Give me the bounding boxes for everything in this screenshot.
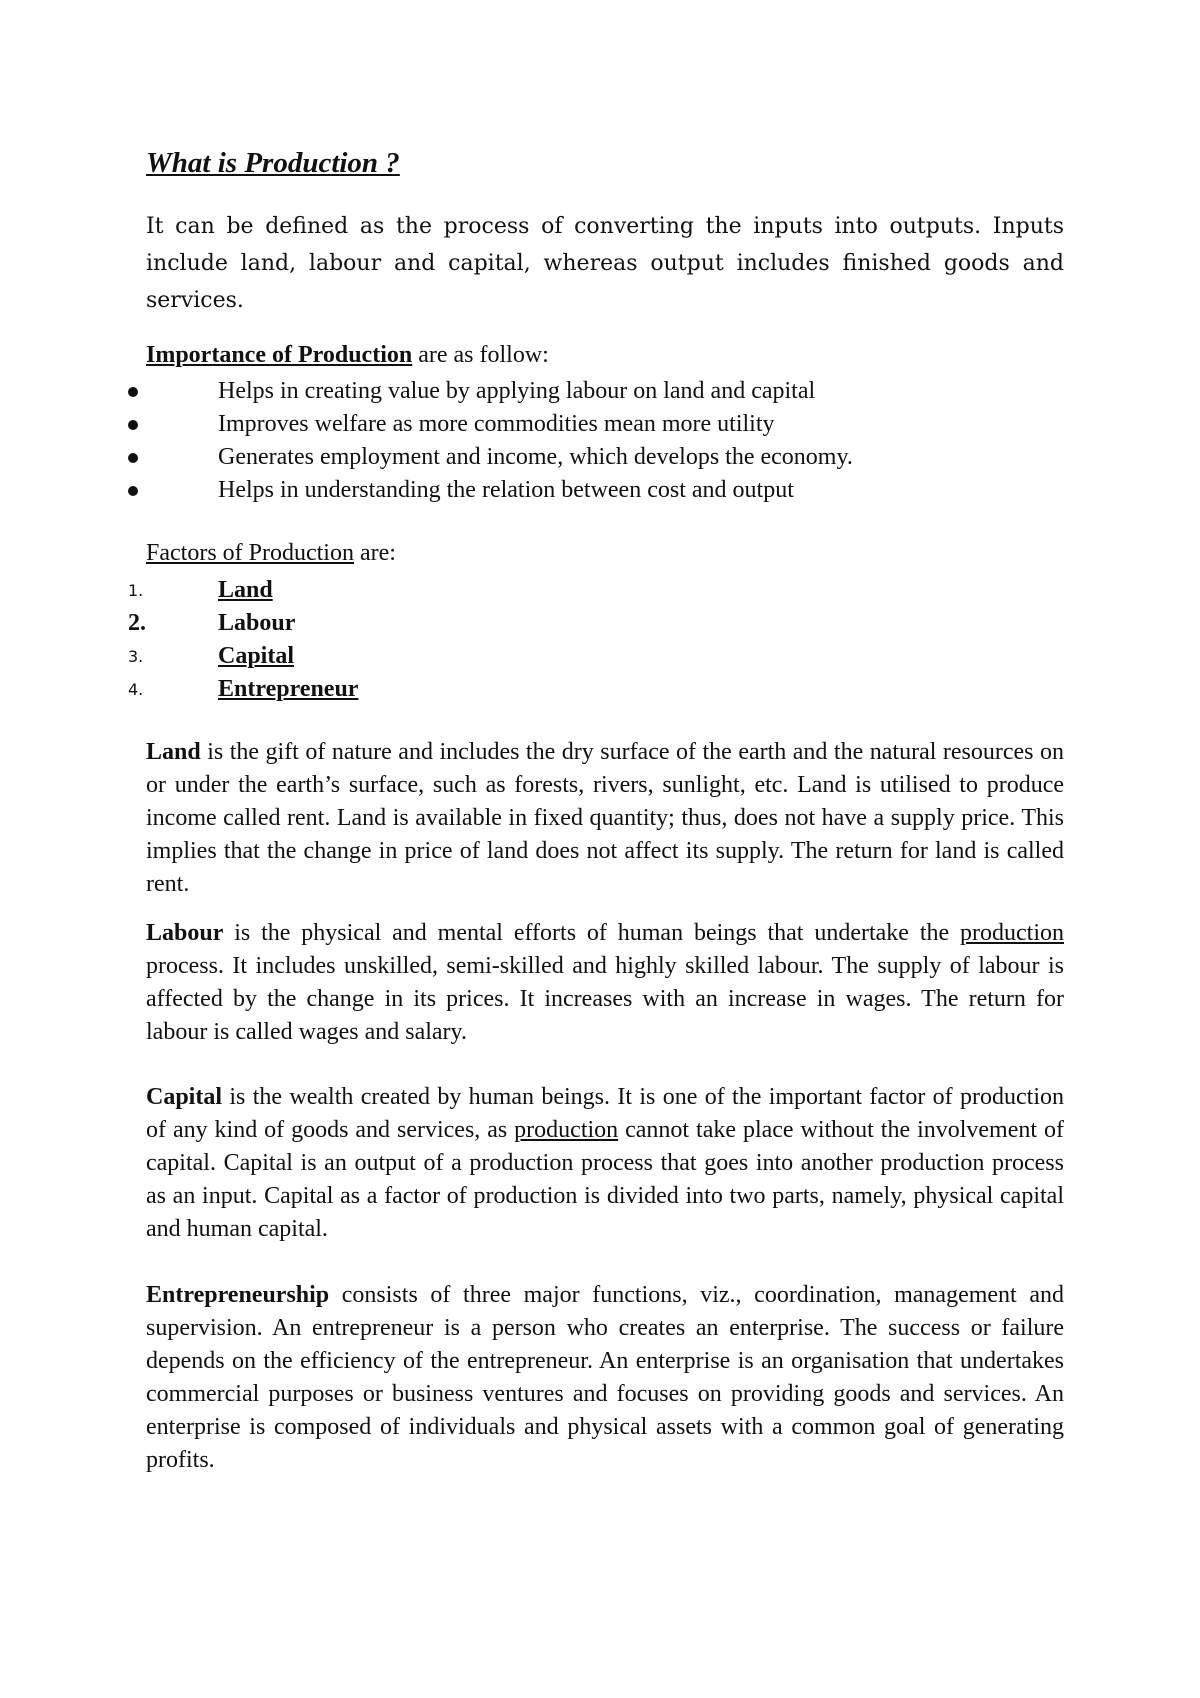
bullet-icon <box>128 420 138 430</box>
list-item <box>128 474 853 507</box>
list-item <box>128 574 358 607</box>
land-text: is the gift of nature and includes the dry surface of the earth and the natural resources on or under the earth’s surface, such as forests, rivers, sunlight, etc. Land is utilised to produce income called rent. Land is available in fixed quantity; thus, does not have a supply price. This implies that the change in price of land does not affect its supply. The return for land is called rent. <box>146 739 1064 897</box>
list-item <box>128 640 358 673</box>
list-item <box>128 673 358 706</box>
entrepreneurship-text: consists of three major functions, viz., coordination, management and supervision. An entrepreneur is a person who creates an enterprise. The success or failure depends on the efficiency of the entrepreneur. An enterprise is an organisation that undertakes commercial purposes or business ventures and focuses on providing goods and services. An enterprise is composed of individuals and physical assets with a common goal of generating profits. <box>146 1282 1064 1473</box>
list-item <box>128 441 853 474</box>
intro-paragraph: It can be defined as the process of converting the inputs into outputs. Inputs include land, labour and capital, whereas output includes finished goods and services. <box>146 214 1064 313</box>
factors-list <box>128 574 358 706</box>
list-item-text: Helps in creating value by applying labour on land and capital <box>218 378 816 404</box>
factors-heading-suffix: are: <box>353 540 396 566</box>
factor-entrepreneur-label: Entrepreneur <box>218 676 359 702</box>
bullet-icon <box>128 387 138 397</box>
importance-heading-suffix: are as follow: <box>412 342 549 368</box>
production-link[interactable]: production <box>960 920 1064 946</box>
importance-heading <box>146 342 549 369</box>
list-item-text: Helps in understanding the relation between cost and output <box>218 477 794 503</box>
labour-term: Labour <box>146 920 224 946</box>
production-link[interactable]: production <box>514 1117 619 1143</box>
factor-capital-label: Capital <box>218 643 295 669</box>
entrepreneurship-term: Entrepreneurship <box>146 1282 330 1308</box>
list-number: 2. <box>128 610 146 636</box>
list-number: 1. <box>128 581 144 600</box>
entrepreneurship-paragraph <box>146 1279 1064 1477</box>
capital-term: Capital <box>146 1084 223 1110</box>
capital-text-b: cannot take place without the involvement of capital. Capital is an output of a production process that goes into another production process as an input. Capital as a factor of production is divided into two parts, namely, physical capital and human capital. <box>146 1117 1064 1242</box>
list-number: 4. <box>128 680 144 699</box>
bullet-icon <box>128 453 138 463</box>
page-title: What is Production ? <box>146 147 400 179</box>
land-paragraph <box>146 736 1064 901</box>
bullet-icon <box>128 486 138 496</box>
factors-heading-label: Factors of Production <box>146 540 354 566</box>
labour-text-a: is the physical and mental efforts of human beings that undertake the <box>223 920 961 946</box>
labour-paragraph <box>146 917 1064 1049</box>
list-number: 3. <box>128 647 144 666</box>
list-item <box>128 375 853 408</box>
importance-heading-label: Importance of Production <box>146 342 413 368</box>
list-item-text: Generates employment and income, which develops the economy. <box>218 444 853 470</box>
importance-list <box>128 375 853 507</box>
factors-heading <box>146 540 396 567</box>
capital-paragraph <box>146 1081 1064 1246</box>
labour-text-b: process. It includes unskilled, semi-skilled and highly skilled labour. The supply of labour is affected by the change in its prices. It increases with an increase in wages. The return for labour is called wages and salary. <box>146 953 1064 1045</box>
factor-land-label: Land <box>218 577 273 603</box>
factor-labour-label: Labour <box>218 610 296 636</box>
capital-text-a: is the wealth created by human beings. It is one of the important factor of production of any kind of goods and services, as <box>146 1084 1064 1143</box>
list-item-text: Improves welfare as more commodities mean more utility <box>218 411 775 437</box>
list-item <box>128 408 853 441</box>
land-term: Land <box>146 739 201 765</box>
list-item <box>128 607 358 640</box>
